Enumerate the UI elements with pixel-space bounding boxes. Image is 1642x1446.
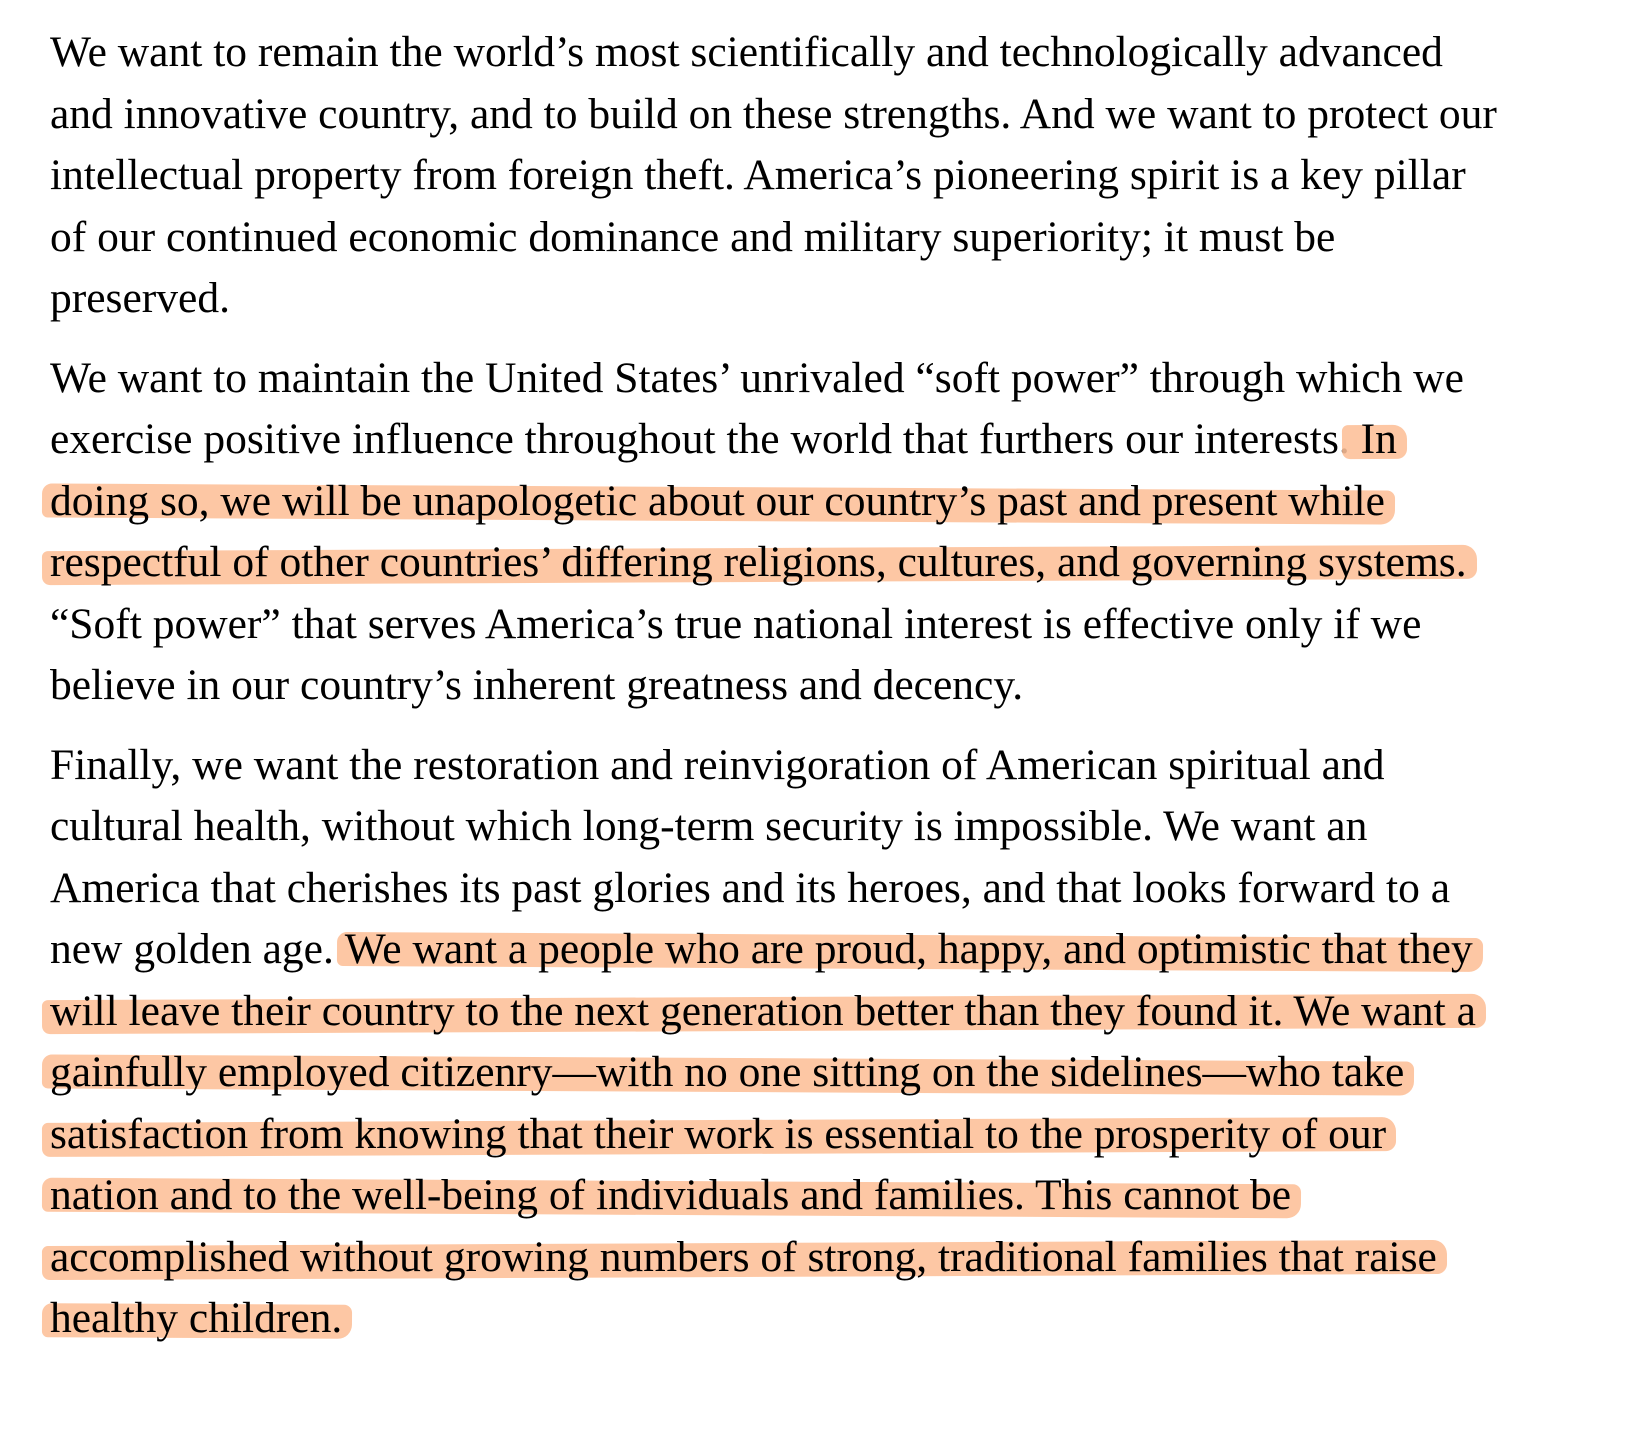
text-line (50, 655, 1620, 717)
highlighted-text: gainfully employed citizenry—with no one sitting on the sidelines—who take (50, 1048, 1405, 1096)
text-run: of our continued economic dominance and military superiority; it must be (50, 212, 1336, 261)
text-run: “Soft power” that serves America’s true national interest is effective only if we (50, 599, 1422, 648)
highlighted-text: healthy children. (50, 1294, 343, 1342)
text-run: preserved. (50, 274, 230, 322)
text-line (50, 348, 1620, 410)
highlighted-text: nation and to the well-being of individuals and families. This cannot be (50, 1171, 1292, 1219)
paragraph (50, 22, 1620, 330)
text-run: new golden age. (50, 925, 345, 973)
highlighted-text: will leave their country to the next generation better than they found it. We want a (50, 986, 1476, 1035)
text-line (50, 207, 1620, 269)
text-line (50, 981, 1620, 1043)
paragraph (50, 735, 1620, 1350)
text-line (50, 145, 1620, 207)
text-line (50, 858, 1620, 920)
text-run: cultural health, without which long-term security is impossible. We want an (50, 802, 1368, 850)
text-line (50, 1165, 1620, 1227)
text-line (50, 1227, 1620, 1289)
highlighted-text: respectful of other countries’ differing religions, cultures, and governing systems. (50, 538, 1467, 586)
text-line (50, 84, 1620, 146)
text-run: and innovative country, and to build on these strengths. And we want to protect our (50, 89, 1497, 138)
text-line (50, 1042, 1620, 1104)
text-line (50, 1104, 1620, 1166)
highlighted-text: In (1349, 415, 1397, 463)
highlighted-text: We want a people who are proud, happy, and optimistic that they (344, 925, 1473, 973)
highlighted-text: doing so, we will be unapologetic about our country’s past and present while (50, 476, 1385, 525)
text-line (50, 22, 1620, 84)
text-run: intellectual property from foreign theft. America’s pioneering spirit is a key pillar (50, 151, 1466, 199)
text-line (50, 594, 1620, 656)
text-line (50, 268, 1620, 330)
text-line (50, 796, 1620, 858)
text-line (50, 735, 1620, 797)
highlighted-text: satisfaction from knowing that their work is essential to the prosperity of our (50, 1109, 1387, 1158)
text-line (50, 409, 1620, 471)
text-line (50, 471, 1620, 533)
highlighted-text: accomplished without growing numbers of strong, traditional families that raise (50, 1232, 1437, 1281)
text-run: We want to remain the world’s most scientifically and technologically advanced (50, 28, 1443, 76)
text-run: We want to maintain the United States’ unrivaled “soft power” through which we (50, 353, 1464, 402)
text-run: America that cherishes its past glories and its heroes, and that looks forward to a (50, 863, 1451, 912)
text-line (50, 532, 1620, 594)
text-run: believe in our country’s inherent greatness and decency. (50, 661, 1024, 709)
document-body (50, 22, 1620, 1368)
text-line (50, 1288, 1620, 1350)
paragraph (50, 348, 1620, 717)
text-run: exercise positive influence throughout the world that furthers our interests. (50, 415, 1350, 463)
text-line (50, 919, 1620, 981)
text-run: Finally, we want the restoration and reinvigoration of American spiritual and (50, 740, 1385, 789)
